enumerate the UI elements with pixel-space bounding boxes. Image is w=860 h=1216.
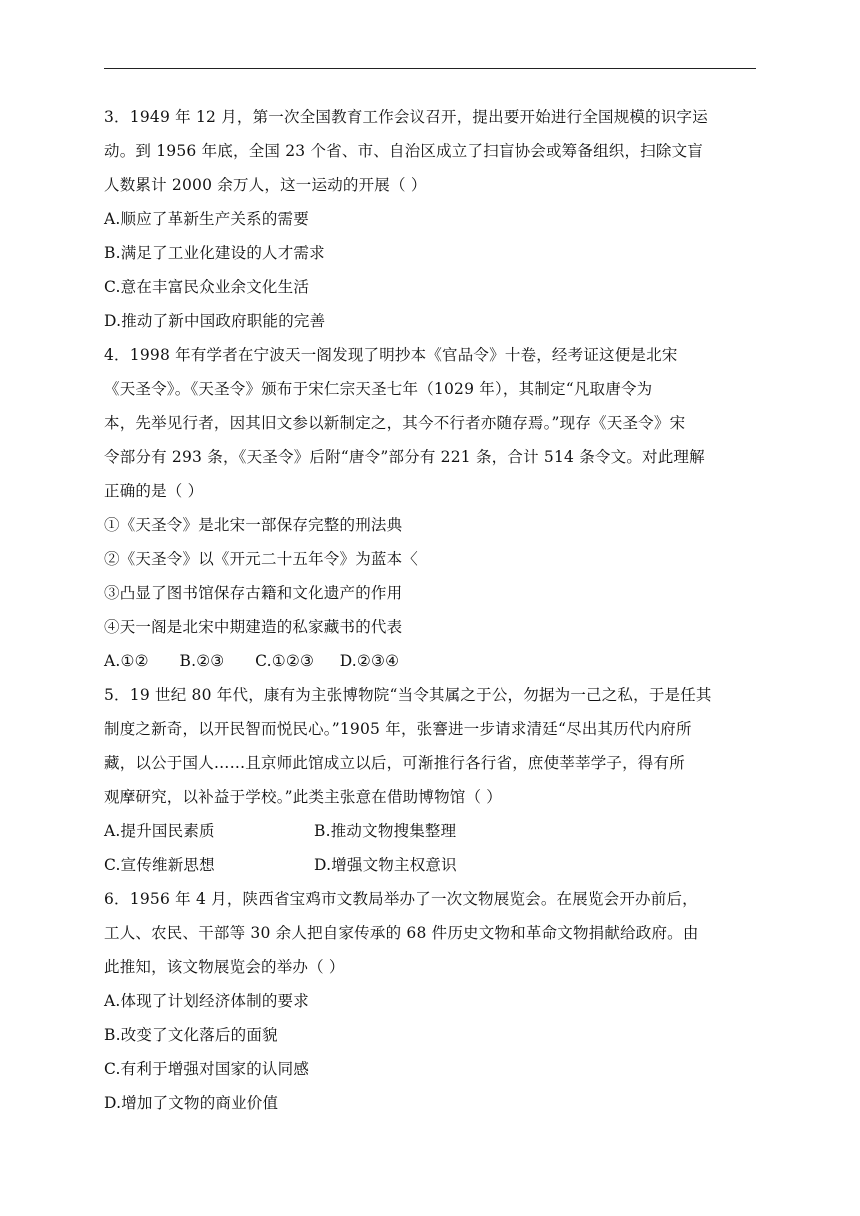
question-5-stem-line: 制度之新奇，以开民智而悦民心。”1905 年，张謇进一步请求清廷“尽出其历代内府所	[104, 720, 692, 738]
question-4-stem-line: 正确的是（ ）	[104, 482, 204, 500]
question-4-statement-1: ①《天圣令》是北宋一部保存完整的刑法典	[104, 516, 403, 534]
question-5-stem-line: 观摩研究，以补益于学校。”此类主张意在借助博物馆（ ）	[104, 788, 503, 806]
question-3-stem-line: 3．1949 年 12 月，第一次全国教育工作会议召开，提出要开始进行全国规模的识字运	[104, 108, 708, 126]
question-5-option-b: B.推动文物搜集整理	[314, 822, 457, 840]
question-4-stem-line: 《天圣令》。《天圣令》颁布于宋仁宗天圣七年（1029 年），其制定“凡取唐令为	[104, 380, 653, 398]
question-4-stem-line: 本，先举见行者，因其旧文参以新制定之，其今不行者亦随存焉。”现存《天圣令》宋	[104, 414, 686, 432]
header-rule	[104, 68, 756, 69]
question-4-options: A.①② B.②③ C.①②③ D.②③④	[104, 652, 400, 670]
question-3-option-d: D.推动了新中国政府职能的完善	[104, 312, 326, 330]
question-4-stem-line: 4．1998 年有学者在宁波天一阁发现了明抄本《官品令》十卷，经考证这便是北宋	[104, 346, 678, 364]
question-3-stem-line: 人数累计 2000 余万人，这一运动的开展（ ）	[104, 176, 427, 194]
question-4-stem-line: 令部分有 293 条，《天圣令》后附“唐令”部分有 221 条，合计 514 条令文。对此理解	[104, 448, 705, 466]
question-3	[104, 100, 760, 338]
question-4-statement-3: ③凸显了图书馆保存古籍和文化遗产的作用	[104, 584, 403, 602]
question-4	[104, 338, 760, 678]
question-6-stem-line: 工人、农民、干部等 30 余人把自家传承的 68 件历史文物和革命文物捐献给政府。由	[104, 924, 699, 942]
question-5-option-row	[104, 848, 760, 882]
question-4-statement-4: ④天一阁是北宋中期建造的私家藏书的代表	[104, 618, 403, 636]
question-5-option-row	[104, 814, 760, 848]
question-3-option-a: A.顺应了革新生产关系的需要	[104, 210, 309, 228]
question-list	[104, 100, 760, 1120]
question-3-option-b: B.满足了工业化建设的人才需求	[104, 244, 325, 262]
question-6-option-c: C.有利于增强对国家的认同感	[104, 1060, 310, 1078]
question-5-option-a: A.提升国民素质	[104, 822, 215, 840]
question-6-option-a: A.体现了计划经济体制的要求	[104, 992, 309, 1010]
question-6-option-b: B.改变了文化落后的面貌	[104, 1026, 278, 1044]
question-5-stem-line: 藏，以公于国人……且京师此馆成立以后，可渐推行各行省，庶使莘莘学子，得有所	[104, 754, 685, 772]
question-5-option-d: D.增强文物主权意识	[314, 856, 457, 874]
question-5-option-c: C.宣传维新思想	[104, 856, 215, 874]
question-6-stem-line: 6．1956 年 4 月，陕西省宝鸡市文教局举办了一次文物展览会。在展览会开办前后，	[104, 890, 698, 908]
question-5	[104, 678, 760, 882]
question-6-option-d: D.增加了文物的商业价值	[104, 1094, 279, 1112]
question-4-statement-2: ②《天圣令》以《开元二十五年令》为蓝本〈	[104, 550, 419, 568]
question-3-stem-line: 动。到 1956 年底，全国 23 个省、市、自治区成立了扫盲协会或筹备组织，扫除文盲	[104, 142, 703, 160]
question-6	[104, 882, 760, 1120]
question-3-option-c: C.意在丰富民众业余文化生活	[104, 278, 310, 296]
question-5-stem-line: 5．19 世纪 80 年代，康有为主张博物院“当令其属之于公，勿据为一己之私，于是任其	[104, 686, 712, 704]
question-6-stem-line: 此推知，该文物展览会的举办（ ）	[104, 958, 345, 976]
